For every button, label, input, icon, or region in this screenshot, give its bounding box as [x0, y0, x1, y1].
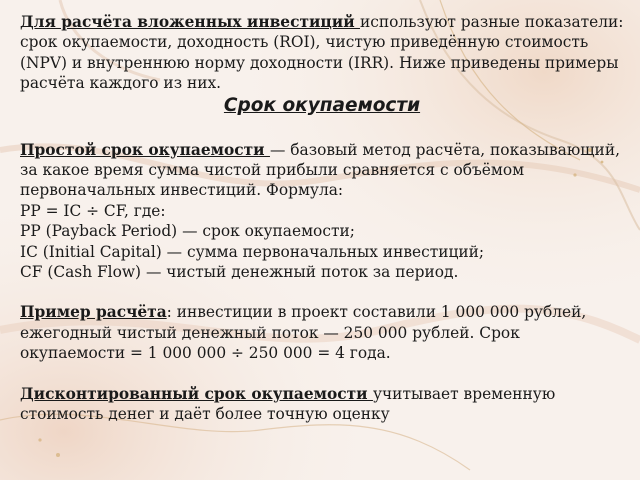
intro-text: используют разные показатели: срок окупаемости, доходность (ROI), чистую приведённую стоимость (NPV) и внутреннюю норму доходности (IRR). Ниже приведены примеры расчёта каждого из них. — [20, 13, 624, 93]
definition-ic: IC (Initial Capital) — сумма первоначальных инвестиций; — [20, 242, 485, 261]
discounted-paragraph — [20, 384, 624, 425]
example-text: : инвестиции в проект составили 1 000 000 рублей, ежегодный чистый денежный поток — 250 000 рублей. Срок окупаемости = 1 000 000 ÷ 250 000 = 4 года. — [20, 303, 587, 363]
intro-lead: Для расчёта вложенных инвестиций — [20, 13, 360, 31]
document-body — [20, 12, 624, 425]
discounted-lead: Дисконтированный срок окупаемости — [20, 384, 373, 403]
example-lead: Пример расчёта — [20, 303, 167, 322]
section-title: Срок окупаемости — [223, 94, 421, 116]
simple-paragraph — [20, 140, 624, 201]
definition-cf: CF (Cash Flow) — чистый денежный поток за период. — [20, 263, 459, 282]
simple-text: — базовый метод расчёта, показывающий, за какое время сумма чистой прибыли сравняется с объёмом первоначальных инвестиций. Формула: — [20, 140, 620, 200]
definition-pp: PP (Payback Period) — срок окупаемости; — [20, 222, 355, 241]
discounted-text: учитывает временную стоимость денег и даёт более точную оценку — [20, 384, 556, 424]
example-paragraph — [20, 302, 624, 363]
formula-line: PP = IC ÷ CF, где: — [20, 201, 166, 220]
intro-paragraph — [20, 12, 624, 94]
simple-lead: Простой срок окупаемости — [20, 140, 270, 159]
